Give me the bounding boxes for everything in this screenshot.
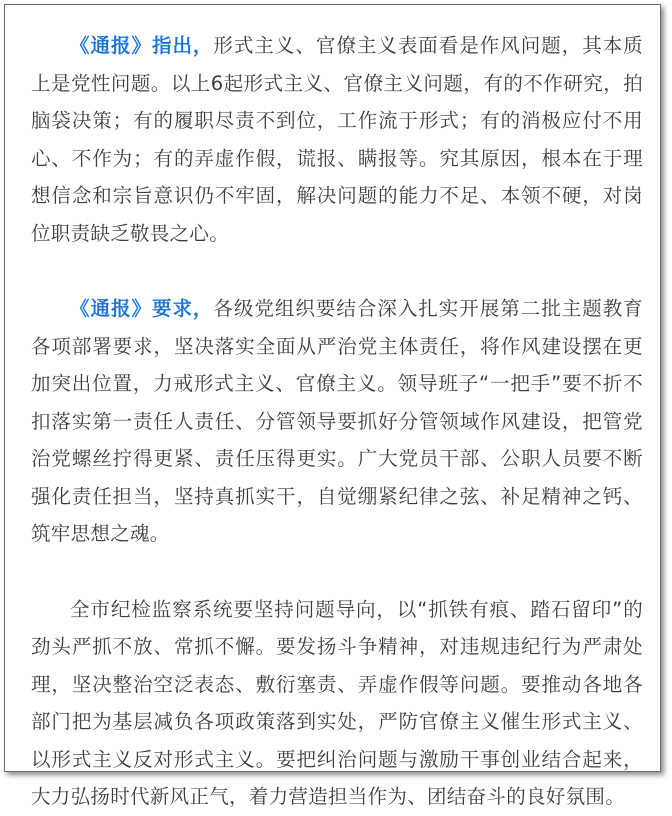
paragraph-report-points bbox=[31, 27, 643, 252]
paragraph-discipline-system bbox=[31, 591, 643, 816]
paragraph-lead: 《通报》要求， bbox=[70, 297, 214, 320]
paragraph-text: 全市纪检监察系统要坚持问题导向，以“抓铁有痕、踏石留印”的劲头严抓不放、常抓不懈。要发扬斗争精神，对违规违纪行为严肃处理，坚决整治空泛表态、敷衍塞责、弄虚作假等问题。要推动各地各部门把为基层减负各项政策落到实处，严防官僚主义催生形式主义、以形式主义反对形式主义。要把纠治问题与激励干事创业结合起来，大力弘扬时代新风正气，着力营造担当作为、团结奋斗的良好氛围。 bbox=[31, 597, 643, 808]
paragraph-text: 各级党组织要结合深入扎实开展第二批主题教育各项部署要求，坚决落实全面从严治党主体责任，将作风建设摆在更加突出位置，力戒形式主义、官僚主义。领导班子“一把手”要不折不扣落实第一责任人责任、分管领导要抓好分管领域作风建设，把管党治党螺丝拧得更紧、责任压得更实。广大党员干部、公职人员要不断强化责任担当，坚持真抓实干，自觉绷紧纪律之弦、补足精神之钙、筑牢思想之魂。 bbox=[31, 297, 643, 545]
paragraph-lead: 《通报》指出， bbox=[70, 34, 214, 57]
paragraph-report-requirements bbox=[31, 290, 643, 553]
article-frame bbox=[4, 4, 661, 808]
article-body bbox=[31, 27, 643, 816]
paragraph-text: 形式主义、官僚主义表面看是作风问题，其本质上是党性问题。以上6起形式主义、官僚主义问题，有的不作研究，拍脑袋决策；有的履职尽责不到位，工作流于形式；有的消极应付不用心、不作为；有的弄虚作假，谎报、瞒报等。究其原因，根本在于理想信念和宗旨意识仍不牢固，解决问题的能力不足、本领不硬，对岗位职责缺乏敬畏之心。 bbox=[31, 34, 643, 245]
